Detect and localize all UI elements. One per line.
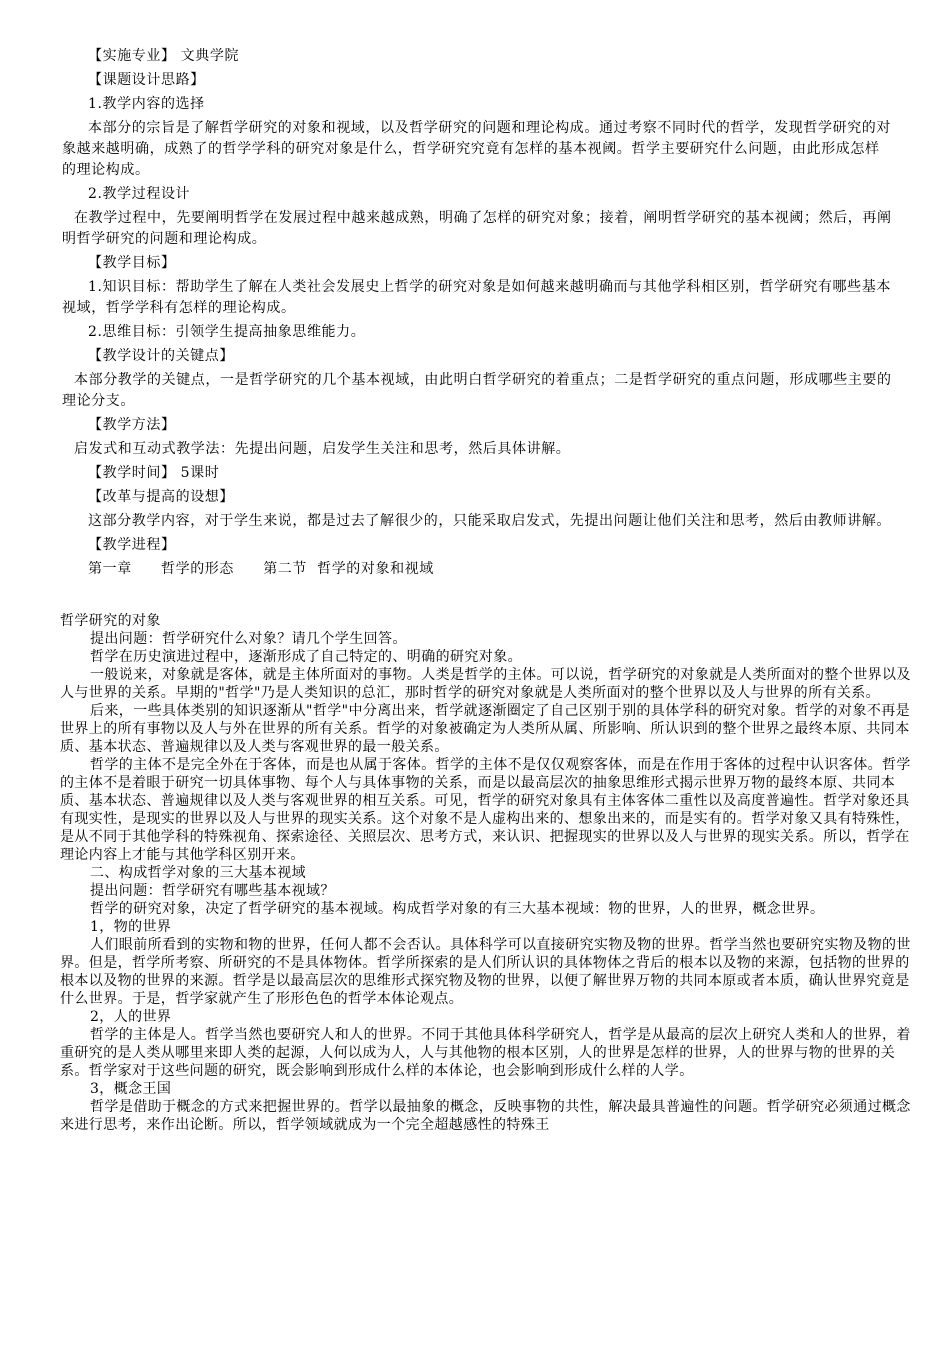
subheading-concept-kingdom: 3，概念王国 bbox=[90, 1081, 172, 1097]
body-paragraph: 哲学的研究对象，决定了哲学研究的基本视域。构成哲学对象的有三大基本视域：物的世界，人的世界，概念世界。 bbox=[90, 901, 825, 917]
question-object: 提出问题：哲学研究什么对象？请几个学生回答。 bbox=[90, 631, 407, 647]
paragraph-knowledge-goal: 1.知识目标：帮助学生了解在人类社会发展史上哲学的研究对象是如何越来越明确而与其他学科相区别，哲学研究有哪些基本视域，哲学学科有怎样的理论构成。 bbox=[62, 279, 891, 316]
heading-teaching-progress: 【教学进程】 bbox=[88, 537, 176, 553]
heading-reform-ideas: 【改革与提高的设想】 bbox=[88, 489, 234, 505]
lesson-plan-header-section bbox=[62, 46, 894, 580]
chapter-section-title: 第一章 哲学的形态 第二节 哲学的对象和视域 bbox=[88, 561, 434, 577]
paragraph-thinking-goal: 2.思维目标：引领学生提高抽象思维能力。 bbox=[88, 324, 366, 340]
lecture-body-section bbox=[60, 612, 912, 1134]
question-domains: 提出问题：哲学研究有哪些基本视域？ bbox=[90, 883, 335, 899]
body-paragraph: 人们眼前所看到的实物和物的世界，任何人都不会否认。具体科学可以直接研究实物及物的世界。哲学当然也要研究实物及物的世界。但是，哲学所考察、所研究的不是具体物体。哲学所探索的是人们所认识的具体物体之背后的根本以及物的来源，包括物的世界的根本以及物的世界的来源。哲学是以最高层次的思维形式探究物及物的世界，以便了解世界万物的共同本原或者本质，确认世界究竟是什么世界。于是，哲学家就产生了形形色色的哲学本体论观点。 bbox=[60, 937, 911, 1007]
subheading-process-design: 2.教学过程设计 bbox=[88, 186, 191, 202]
heading-teaching-method: 【教学方法】 bbox=[88, 417, 176, 433]
section-title-object: 哲学研究的对象 bbox=[60, 613, 161, 629]
subheading-material-world: 1，物的世界 bbox=[90, 919, 172, 935]
teaching-time: 【教学时间】 5课时 bbox=[88, 465, 220, 481]
paragraph-key-points: 本部分教学的关键点，一是哲学研究的几个基本视域，由此明白哲学研究的着重点；二是哲学研究的重点问题，形成哪些主要的理论分支。 bbox=[62, 372, 892, 409]
paragraph-reform-ideas: 这部分教学内容，对于学生来说，都是过去了解很少的，只能采取启发式，先提出问题让他们关注和思考，然后由教师讲解。 bbox=[88, 513, 891, 529]
body-paragraph: 后来，一些具体类别的知识逐渐从"哲学"中分离出来，哲学就逐渐圈定了自己区别于别的具体学科的研究对象。哲学的对象不再是世界上的所有事物以及人与外在世界的所有关系。哲学的对象被确定为人类所从属、所影响、所认识到的整个世界之最终本原、共同本质、基本状态、普遍规律以及人类与客观世界的最一般关系。 bbox=[60, 703, 911, 755]
body-paragraph: 一般说来，对象就是客体，就是主体所面对的事物。人类是哲学的主体。可以说，哲学研究的对象就是人类所面对的整个世界以及人与世界的关系。早期的"哲学"乃是人类知识的总汇，那时哲学的研究对象就是人类所面对的整个世界以及人与世界的所有关系。 bbox=[60, 667, 911, 701]
heading-key-points: 【教学设计的关键点】 bbox=[88, 348, 234, 364]
section-title-three-domains: 二、构成哲学对象的三大基本视域 bbox=[90, 865, 306, 881]
body-paragraph: 哲学在历史演进过程中，逐渐形成了自己特定的、明确的研究对象。 bbox=[90, 649, 522, 665]
body-paragraph: 哲学的主体是人。哲学当然也要研究人和人的世界。不同于其他具体科学研究人，哲学是从最高的层次上研究人类和人的世界，着重研究的是人类从哪里来即人类的起源，人何以成为人，人与其他物的根本区别，人的世界是怎样的世界，人的世界与物的世界的关系。哲学家对于这些问题的研究，既会影响到形成什么样的本体论，也会影响到形成什么样的人学。 bbox=[60, 1027, 911, 1079]
paragraph-content-selection: 本部分的宗旨是了解哲学研究的对象和视域，以及哲学研究的问题和理论构成。通过考察不同时代的哲学，发现哲学研究的对象越来越明确，成熟了的哲学学科的研究对象是什么，哲学研究究竟有怎样的基本视阈。哲学主要研究什么问题，由此形成怎样的理论构成。 bbox=[62, 120, 891, 178]
heading-teaching-goals: 【教学目标】 bbox=[88, 255, 176, 271]
paragraph-teaching-method: 启发式和互动式教学法：先提出问题，启发学生关注和思考，然后具体讲解。 bbox=[74, 441, 571, 457]
body-paragraph: 哲学的主体不是完全外在于客体，而是也从属于客体。哲学的主体不是仅仅观察客体，而是在作用于客体的过程中认识客体。哲学的主体不是着眼于研究一切具体事物、每个人与具体事物的关系，而是以最高层次的抽象思维形式揭示世界万物的最终本原、共同本质、基本状态、普遍规律以及人类与客观世界的相互关系。可见，哲学的研究对象具有主体客体二重性以及高度普遍性。哲学对象还具有现实性，是现实的世界以及人与世界的现实关系。这个对象不是人虚构出来的、想象出来的，而是实有的。哲学对象又具有特殊性，是从不同于其他学科的特殊视角、探索途径、关照层次、思考方式，来认识、把握现实的世界以及人与世界的现实关系。所以，哲学在理论内容上才能与其他学科区别开来。 bbox=[60, 757, 911, 863]
body-paragraph: 哲学是借助于概念的方式来把握世界的。哲学以最抽象的概念，反映事物的共性，解决最具普遍性的问题。哲学研究必须通过概念来进行思考，来作出论断。所以，哲学领域就成为一个完全超越感性的特殊王 bbox=[60, 1099, 911, 1133]
heading-design-idea: 【课题设计思路】 bbox=[88, 72, 205, 88]
subheading-human-world: 2，人的世界 bbox=[90, 1009, 172, 1025]
implementation-major: 【实施专业】 文典学院 bbox=[88, 48, 240, 64]
paragraph-process-design: 在教学过程中，先要阐明哲学在发展过程中越来越成熟，明确了怎样的研究对象；接着，阐明哲学研究的基本视阈；然后，再阐明哲学研究的问题和理论构成。 bbox=[62, 210, 892, 247]
subheading-content-selection: 1.教学内容的选择 bbox=[88, 96, 205, 112]
